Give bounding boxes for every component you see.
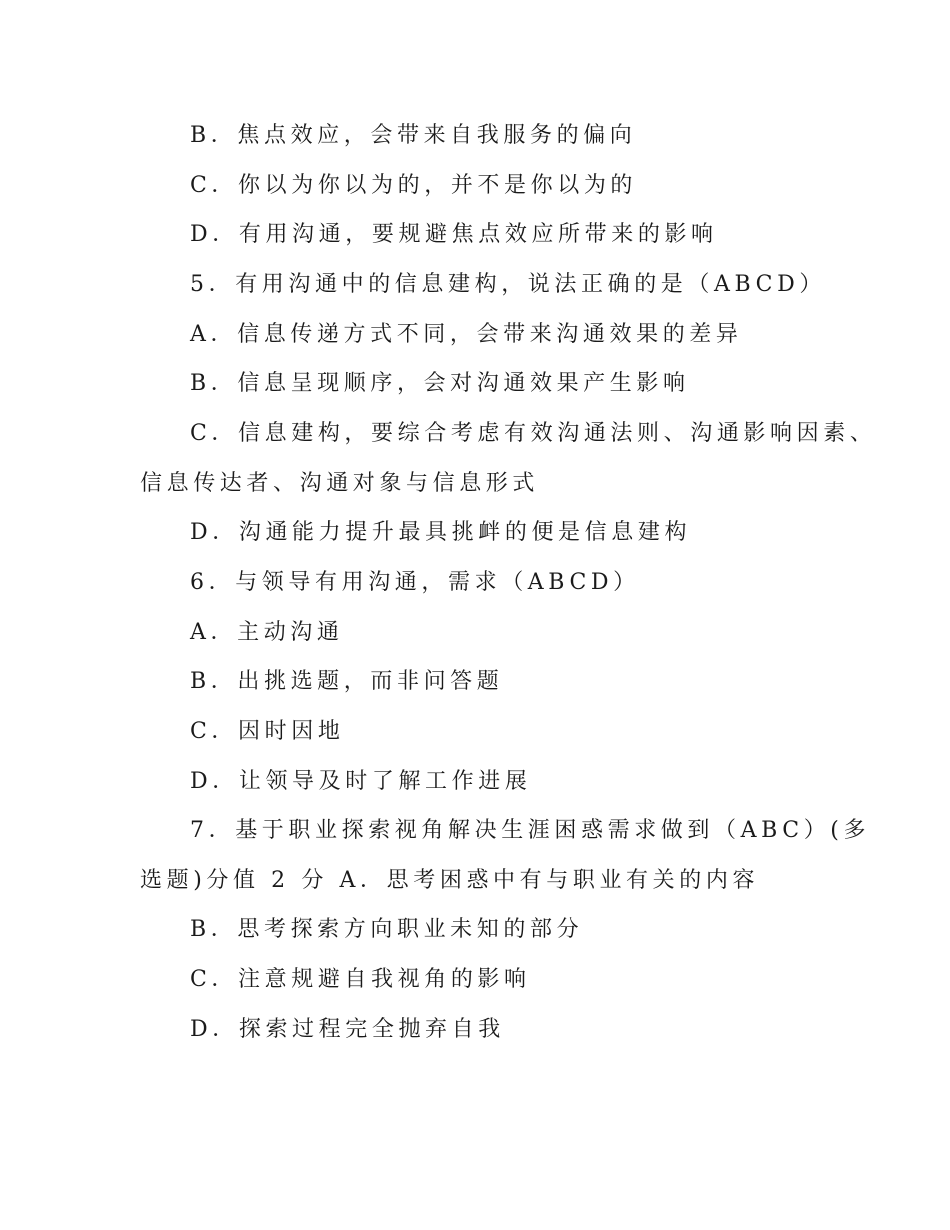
option-line: C．信息建构，要综合考虑有效沟通法则、沟通影响因素、	[190, 421, 877, 446]
question-line: 5．有用沟通中的信息建构，说法正确的是（ABCD）	[190, 272, 826, 297]
option-line-continued: 信息传达者、沟通对象与信息形式	[140, 471, 540, 496]
option-line: D．探索过程完全抛弃自我	[190, 1017, 505, 1042]
option-line: D．让领导及时了解工作进展	[190, 769, 532, 794]
question-line: 6．与领导有用沟通，需求（ABCD）	[190, 570, 640, 595]
option-line: C．注意规避自我视角的影响	[190, 967, 531, 992]
option-line: A．主动沟通	[190, 620, 344, 645]
question-line-continued: 选题)分值 2 分 A．思考困惑中有与职业有关的内容	[140, 868, 760, 893]
option-line: B．思考探索方向职业未知的部分	[190, 917, 584, 942]
option-line: D．有用沟通，要规避焦点效应所带来的影响	[190, 222, 718, 247]
option-line: C．你以为你以为的，并不是你以为的	[190, 173, 638, 198]
option-line: C．因时因地	[190, 719, 345, 744]
option-line: D．沟通能力提升最具挑衅的便是信息建构	[190, 520, 692, 545]
question-line: 7．基于职业探索视角解决生涯困惑需求做到（ABC）(多	[190, 818, 871, 843]
option-line: B．出挑选题，而非问答题	[190, 669, 504, 694]
option-line: B．信息呈现顺序，会对沟通效果产生影响	[190, 371, 690, 396]
option-line: A．信息传递方式不同，会带来沟通效果的差异	[190, 322, 743, 347]
option-line: B．焦点效应，会带来自我服务的偏向	[190, 123, 637, 148]
